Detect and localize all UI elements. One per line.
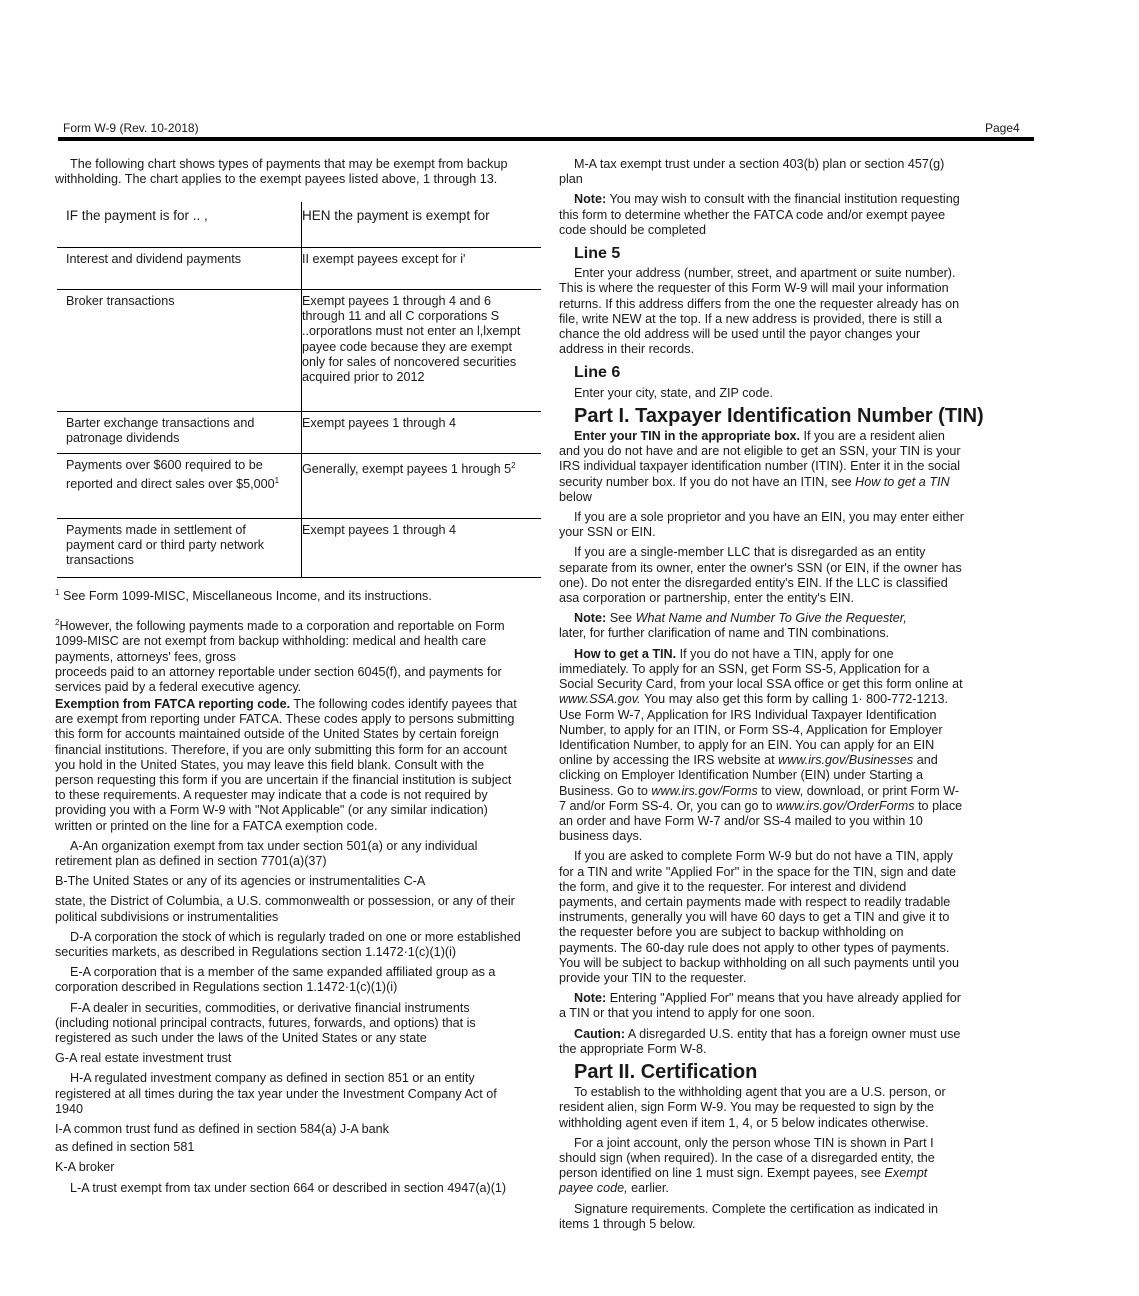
table-cell: Barter exchange transactions and patronage dividends: [66, 416, 255, 446]
part2-heading: Part II. Certification: [574, 1060, 758, 1083]
signature-requirements: Signature requirements. Complete the certification as indicated in items 1 through 5 below.: [559, 1201, 939, 1231]
code-f: F-A dealer in securities, commodities, or derivative financial instruments (including notional principal contracts, futures, forwards, and options) that is registered as such under the laws of the United States or any state: [55, 1000, 476, 1046]
page-label: Page4: [985, 121, 1020, 135]
table-row: [57, 411, 541, 454]
code-g: G-A real estate investment trust: [55, 1051, 232, 1066]
table-row: [57, 453, 541, 519]
line5-heading: Line 5: [574, 245, 621, 263]
table-cell: Exempt payees 1 through 4 and 6 through 11 and all C corporations S ..orporatlons must not enter an l,lxempt payee code because they are exempt only for sales of noncovered securities acquired prior to 2012: [302, 294, 521, 385]
code-l: L-A trust exempt from tax under section 664 or described in section 4947(a)(1): [70, 1180, 507, 1195]
line6-heading: Line 6: [574, 364, 621, 382]
table-cell: Payments made in settlement of payment card or third party network transactions: [66, 523, 265, 568]
fatca-body: The following codes identify payees that are exempt from reporting under FATCA. These codes apply to persons submitting this form for accounts maintained outside of the United States by certain foreign financial institutions. Therefore, if you are only submitting this form for an account you hold in the United States, you may leave this field blank. Consult with the person requesting this form if you are uncertain if the financial institution is subject to these requirements. A requester may indicate that a code is not required by providing you with a Form W-9 with "Not Applicable" (or any similar indication) written or printed on the line for a FATCA exemption code.: [55, 697, 517, 833]
fatca-section: [55, 697, 525, 1201]
table-cell: Generally, exempt payees 1 hrough $5^2$: [302, 461, 516, 477]
header-rule: [58, 137, 1034, 141]
table-cell: Interest and dividend payments: [66, 252, 242, 266]
line5-body: Enter your address (number, street, and apartment or suite number). This is where the requester of this Form W-9 will mail your information returns. If this address differs from the one the requester already has on file, write NEW at the top. If a new address is provided, there is still a chance the old address will be used until the payor changes your address in their records.: [559, 266, 960, 357]
code-i: I-A common trust fund as defined in section 584(a) J-A bank: [55, 1122, 389, 1137]
code-e: E-A corporation that is a member of the same expanded affiliated group as a corporation described in Regulations section 1.1472·1(c)(1)(i): [55, 965, 496, 995]
line6-body: Enter your city, state, and ZIP code.: [574, 385, 774, 400]
table-cell: Exempt payees 1 through 4: [302, 523, 457, 537]
form-label: Form W-9 (Rev. 10-2018): [63, 121, 199, 135]
table-cell: II exempt payees except for i': [302, 252, 466, 266]
fatca-title: Exemption from FATCA reporting code.: [55, 697, 291, 711]
table-row: [57, 518, 541, 578]
llc-text: If you are a single-member LLC that is disregarded as an entity separate from its owner, enter the owner's SSN (or EIN, if the owner has one). Do not enter the disregarded entity's EIN. If the LLC is classified asa corporation or partnership, enter the entity's EIN.: [559, 545, 962, 606]
code-d: D-A corporation the stock of which is regularly traded on one or more established securities markets, as described in Regulations section 1.1472·1(c)(1)(i): [55, 929, 521, 960]
table-cell: Broker transactions: [66, 294, 175, 308]
part1-heading: Part I. Taxpayer Identification Number (TIN): [574, 404, 984, 427]
code-h: H-A regulated investment company as defined in section 851 or an entity registered at all times during the tax year under the Investment Company Act of 1940: [55, 1071, 497, 1116]
table-row: [57, 289, 541, 412]
chart-intro: The following chart shows types of payments that may be exempt from backup withholding. The chart applies to the exempt payees listed above, 1 through 13.: [55, 157, 508, 187]
footnote-2: $^2$However, the following payments made to a corporation and reportable on Form 1099-MISC are not exempt from backup withholding: medical and health care payments, attorneys' fees, gross proceeds paid to an attorney reportable under section 6045(f), and payments for services paid by a federal executive agency.: [55, 618, 505, 694]
code-j: as defined in section 581: [55, 1140, 195, 1155]
code-k: K-A broker: [55, 1160, 115, 1175]
how-to-get-tin: How to get a TIN. If you do not have a TIN, apply for one immediately. To apply for an SSN, get Form SS-5, Application for a Social Security Card, from your local SSA office or get this form online at www.SSA.gov. You may also get this form by calling 1· 800-772-1213. Use Form W-7, Application for IRS Individual Taxpayer Identification Number, to apply for an ITIN, or Form SS-4, Application for Employer Identification Number, to apply for an EIN. You can apply for an EIN online by accessing the IRS website at www.irs.gov/Businesses and clicking on Employer Identification Number (EIN) under Starting a Business. Go to www.irs.gov/Forms to view, download, or print Form W-7 and/or Form SS-4. Or, you can go to www.irs.gov/OrderForms to place an order and have Form W-7 and/or SS-4 mailed to you within 10 business days.: [559, 646, 963, 844]
footnote-1: $^1$ See Form 1099-MISC, Miscellaneous Income, and its instructions.: [55, 588, 432, 604]
table-row: [57, 247, 541, 290]
applied-for-text: If you are asked to complete Form W-9 but do not have a TIN, apply for a TIN and write "Applied For" in the space for the TIN, sign and date the form, and give it to the requester. For interest and dividend payments, and certain payments made with respect to readily tradable instruments, generally you will have 60 days to get a TIN and give it to the requester before you are subject to backup withholding on payments. The 60-day rule does not apply to other types of payments. You will be subject to backup withholding on all such payments until you provide your TIN to the requester.: [559, 849, 959, 985]
note-fatca: You may wish to consult with the financial institution requesting this form to determine whether the FATCA code and/or exempt payee code should be completed: [559, 192, 960, 237]
sole-proprietor-text: If you are a sole proprietor and you have an EIN, you may enter either your SSN or EIN.: [559, 510, 964, 540]
code-c: state, the District of Columbia, a U.S. commonwealth or possession, or any of their political subdivisions or instrumentalities: [55, 894, 515, 924]
right-column: M-A tax exempt trust under a section 403(b) plan or section 457(g) plan Note: You may wish to consult with the financial institution requesting this form to determine whether the FATCA code and/or exempt payee code should be completed Line 5 Enter your address (number, street, and apartment or suite number). This is where the requester of this Form W-9 will mail your information returns. If this address differs from the one the requester already has on file, write NEW at the top. If a new address is provided, there is still a chance the old address will be used until the payor changes your address in their records. Line 6 Enter your city, state, and ZIP code. Part I. Taxpayer Identification Number (TIN) Enter your TIN in the appropriate box. If you are a resident alien and you do not have and are not eligible to get an SSN, your TIN is your IRS individual taxpayer identification number (ITIN). Enter it in the social security number box. If you do not have an ITIN, see How to get a TIN below If you are a sole proprietor and you have an EIN, you may enter either your SSN or EIN. If you are a single-member LLC that is disregarded as an entity separate from its owner, enter the owner's SSN (or EIN, if the owner has one). Do not enter the disregarded entity's EIN. If the LLC is classified asa corporation or partnership, enter the entity's EIN. Note: See What Name and Number To Give the Requester, later, for further clarification of name and TIN combinations. How to get a TIN. If you do not have a TIN, apply for one immediately. To apply for an SSN, get Form SS-5, Application for a Social Security Card, from your local SSA office or get this form online at www.SSA.gov. You may also get this form by calling 1· 800-772-1213. Use Form W-7, Application for IRS Individual Taxpayer Identification Number, to apply for an ITIN, or Form SS-4, Application for Employer Identification Number, to apply for an EIN. You can apply for an EIN online by accessing the IRS website at www.irs.gov/Businesses and clicking on Employer Identification Number (EIN) under Starting a Business. Go to www.irs.gov/Forms to view, download, or print Form W-7 and/or Form SS-4. Or, you can go to www.irs.gov/OrderForms to place an order and have Form W-7 and/or SS-4 mailed to you within 10 business days. If you are asked to complete Form W-9 but do not have a TIN, apply for a TIN and write "Applied For" in the space for the TIN, sign and date the form, and give it to the requester. For interest and dividend payments, and certain payments made with respect to readily tradable instruments, generally you will have 60 days to get a TIN and give it to the requester before you are subject to backup withholding on payments. The 60-day rule does not apply to other types of payments. You will be subject to backup withholding on all such payments until you provide your TIN to the requester. Note: Entering "Applied For" means that you have already applied for a TIN or that you intend to apply for one soon. Caution: A disregarded U.S. entity that has a foreign owner must use the appropriate Form W-8. Part II. Certification To establish to the withholding agent that you are a U.S. person, or resident alien, sign Form W-9. You may be requested to sign by the withholding agent even if item 1, 4, or 5 below indicates otherwise. For a joint account, only the person whose TIN is shown in Part I should sign (when required). In the case of a disregarded entity, the person identified on line 1 must sign. Exempt payees, see Exempt payee code, earlier. Signature requirements. Complete the certification as indicated in items 1 through 5 below.: [559, 157, 984, 1231]
table-header-col1: IF the payment is for .. ,: [66, 208, 208, 223]
table-cell: Payments over $600 required to be reported and direct sales over $5,000$^1$: [66, 458, 280, 492]
table-header-row: [57, 202, 541, 247]
table-header-col2: HEN the payment is exempt for: [302, 208, 490, 223]
certification-text: To establish to the withholding agent that you are a U.S. person, or resident alien, sign Form W-9. You may be requested to sign by the withholding agent even if item 1, 4, or 5 below indicates otherwise.: [559, 1085, 946, 1130]
code-m: M-A tax exempt trust under a section 403(b) plan or section 457(g) plan: [559, 157, 945, 187]
code-b: B-The United States or any of its agencies or instrumentalities C-A: [55, 874, 426, 889]
code-a: A-An organization exempt from tax under section 501(a) or any individual retirement plan as defined in section 7701(a)(37): [55, 838, 478, 869]
table-cell: Exempt payees 1 through 4: [302, 416, 457, 430]
